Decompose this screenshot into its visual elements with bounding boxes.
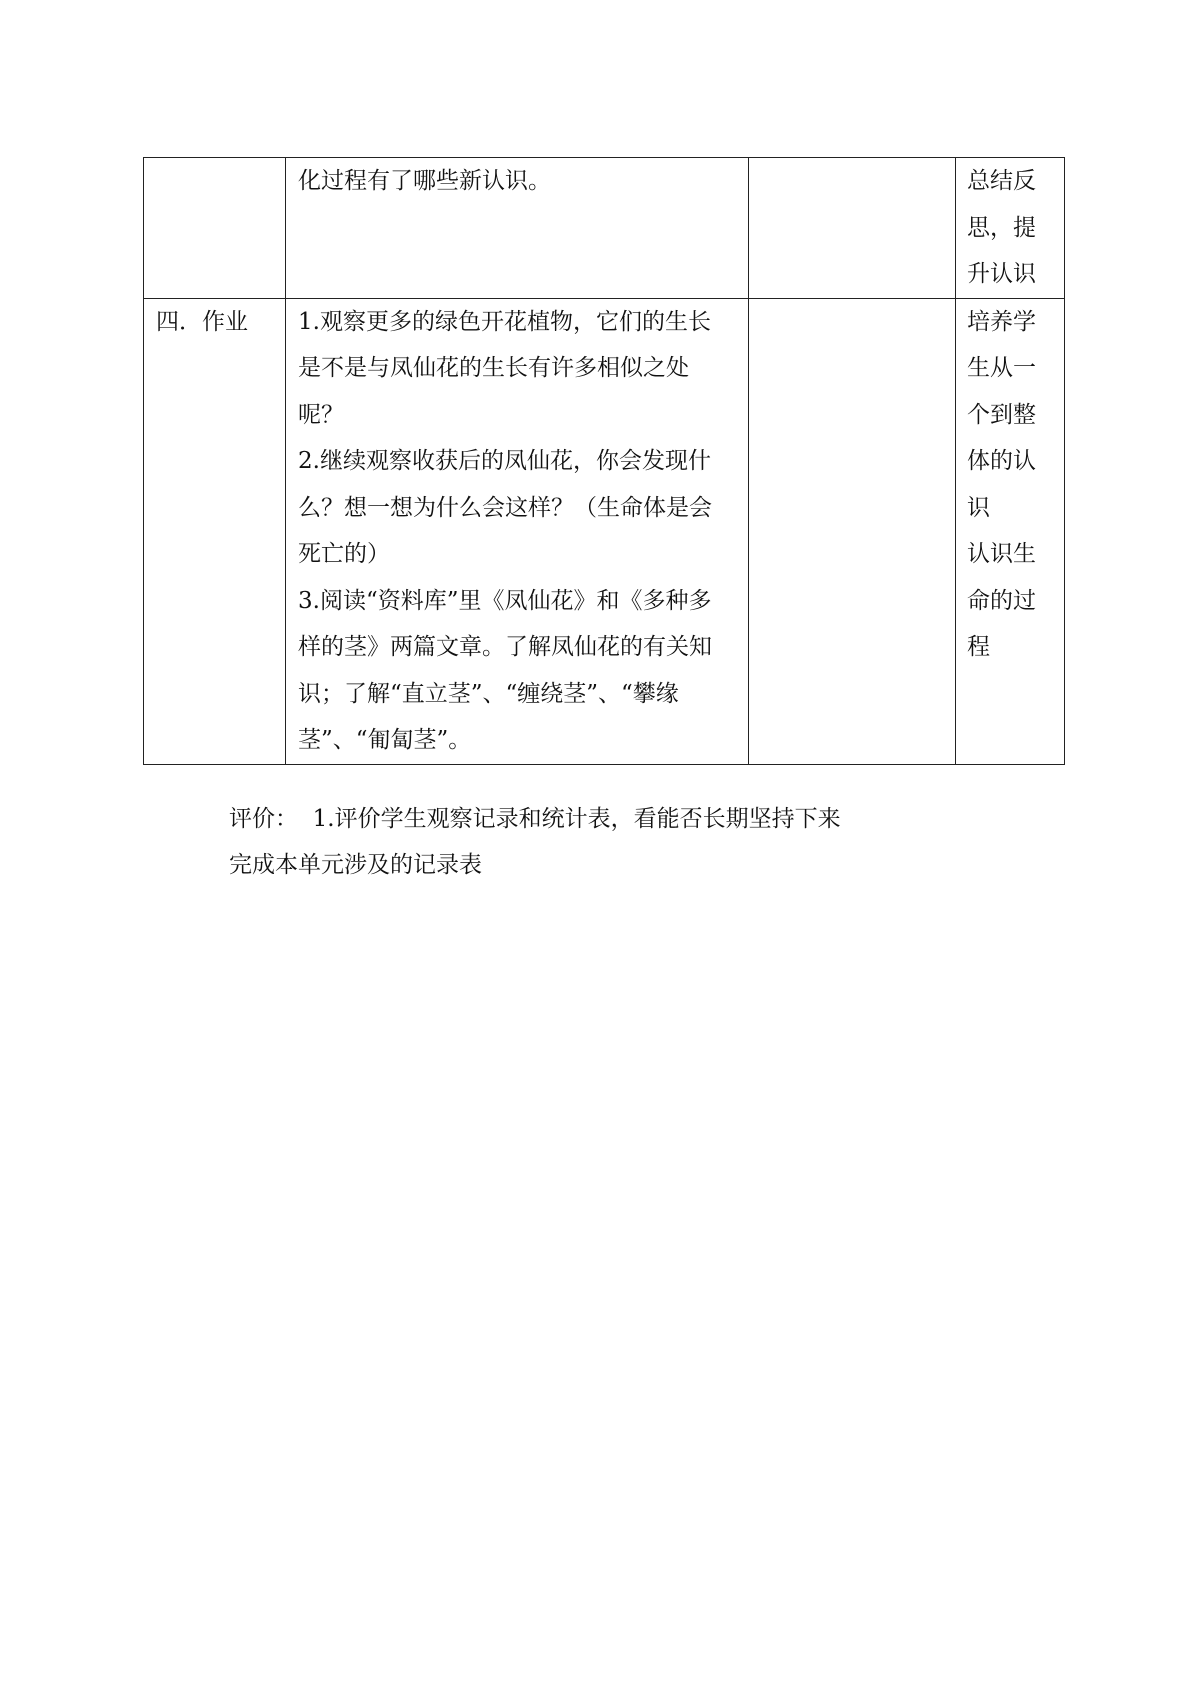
intent-line: 思，提 <box>967 214 1036 241</box>
content-line: 2.继续观察收获后的凤仙花，你会发现什 <box>298 448 711 474</box>
intent-line: 体的认 <box>967 448 1036 474</box>
intent-line: 命的过 <box>967 587 1036 614</box>
intent-line: 个到整 <box>967 401 1036 428</box>
intent-line: 总结反 <box>967 168 1036 194</box>
intent-line: 识 <box>967 494 990 521</box>
content-line: 3.阅读“资料库”里《凤仙花》和《多种多 <box>298 587 712 614</box>
activity-cell <box>749 298 956 764</box>
lesson-plan-table <box>143 157 1065 765</box>
content-cell <box>286 158 749 299</box>
intent-line: 生从一 <box>967 355 1036 381</box>
intent-cell <box>956 158 1065 299</box>
content-line: 呢？ <box>298 401 344 428</box>
content-cell <box>286 298 749 764</box>
stage-label: 四．作业 <box>156 308 248 335</box>
intent-line: 认识生 <box>967 541 1036 567</box>
content-line: 样的茎》两篇文章。了解凤仙花的有关知 <box>298 634 712 660</box>
content-line: 化过程有了哪些新认识。 <box>298 168 551 194</box>
table-row <box>144 298 1065 764</box>
content-line: 1.观察更多的绿色开花植物，它们的生长 <box>298 308 711 335</box>
content-line: 识；了解“直立茎”、“缠绕茎”、“攀缘 <box>298 680 679 707</box>
evaluation-line: 完成本单元涉及的记录表 <box>229 852 482 878</box>
table-row <box>144 158 1065 299</box>
intent-line: 程 <box>967 634 990 660</box>
intent-cell <box>956 298 1065 764</box>
content-line: 么？想一想为什么会这样？（生命体是会 <box>298 494 712 521</box>
activity-cell <box>749 158 956 299</box>
content-line: 是不是与凤仙花的生长有许多相似之处 <box>298 355 689 381</box>
evaluation-line: 评价： 1.评价学生观察记录和统计表，看能否长期坚持下来 <box>229 806 841 832</box>
content-line: 死亡的） <box>298 541 390 567</box>
intent-line: 升认识 <box>967 261 1036 287</box>
stage-cell <box>144 158 286 299</box>
evaluation-paragraph <box>229 796 929 888</box>
content-line: 茎”、“匍匐茎”。 <box>298 727 472 753</box>
stage-cell <box>144 298 286 764</box>
intent-line: 培养学 <box>967 308 1036 335</box>
